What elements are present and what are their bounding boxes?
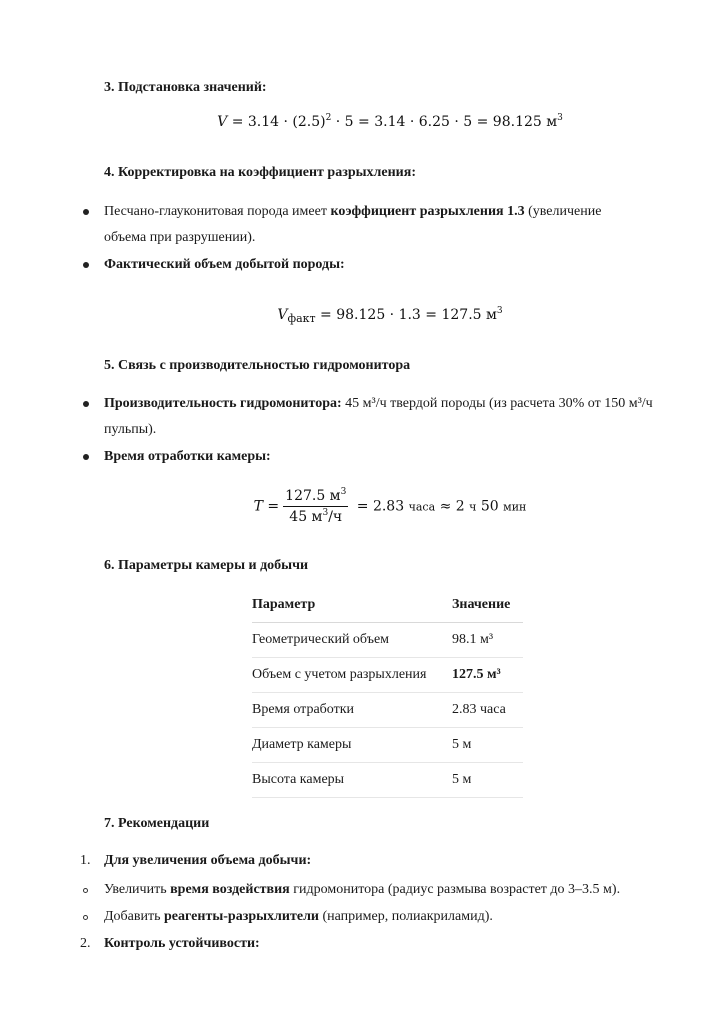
table-row bbox=[252, 693, 523, 728]
recommendation-time: Увеличить время воздействия гидромонитора (радиус размыва возрастет до 3–3.5 м). bbox=[104, 882, 621, 897]
table-cell: 5 м bbox=[452, 763, 523, 798]
table-header-parameter: Параметр bbox=[252, 588, 452, 623]
table-row bbox=[252, 658, 523, 693]
table-cell: Геометрический объем bbox=[252, 623, 452, 658]
productivity-text: Производительность гидромонитора: 45 м³/ч твердой породы (из расчета 30% от 150 м³/ч пульпы). bbox=[104, 396, 653, 437]
processing-time-formula: T = $\frac{127.5 м^3}{45 м^3/ч}$ = 2.83 часа ≈ 2 ч 50 мин bbox=[253, 487, 527, 525]
table-cell: 5 м bbox=[452, 728, 523, 763]
volume-formula: $V = 3.14 \cdot (2.5)^2 \cdot 5 = 3.14 \cdot 6.25 \cdot 5 = 98.125$ $м^3$ bbox=[217, 113, 563, 130]
section-7-heading: 7. Рекомендации bbox=[104, 816, 210, 831]
actual-volume-formula: $V_{факт} = 98.125 \cdot 1.3 = 127.5$ $м^3$ bbox=[277, 306, 503, 325]
table-row bbox=[252, 623, 523, 658]
table-cell: Объем с учетом разрыхления bbox=[252, 658, 452, 693]
loosening-coefficient-text: Песчано-глауконитовая порода имеет коэффициент разрыхления 1.3 (увеличение объема при разрушении). bbox=[104, 204, 602, 245]
list-number: 2. bbox=[80, 936, 91, 951]
table-header-row bbox=[252, 588, 523, 623]
table-cell: 2.83 часа bbox=[452, 693, 523, 728]
table-cell: 98.1 м³ bbox=[452, 623, 523, 658]
table-cell: Высота камеры bbox=[252, 763, 452, 798]
processing-time-label: Время отработки камеры: bbox=[104, 449, 271, 464]
table-cell: Диаметр камеры bbox=[252, 728, 452, 763]
actual-volume-label: Фактический объем добытой породы: bbox=[104, 257, 345, 272]
increase-volume-label: Для увеличения объема добычи: bbox=[104, 853, 312, 868]
circle-bullet-icon bbox=[83, 915, 88, 920]
bullet-icon bbox=[83, 401, 89, 407]
table-cell: Время отработки bbox=[252, 693, 452, 728]
bullet-icon bbox=[83, 262, 89, 268]
list-number: 1. bbox=[80, 853, 91, 868]
section-4-heading: 4. Корректировка на коэффициент разрыхления: bbox=[104, 165, 416, 180]
stability-control-label: Контроль устойчивости: bbox=[104, 936, 260, 951]
bullet-icon bbox=[83, 454, 89, 460]
section-6-heading: 6. Параметры камеры и добычи bbox=[104, 558, 309, 573]
circle-bullet-icon bbox=[83, 888, 88, 893]
section-3-heading: 3. Подстановка значений: bbox=[104, 80, 267, 95]
table-row bbox=[252, 763, 523, 798]
table-row bbox=[252, 728, 523, 763]
table-cell: 127.5 м³ bbox=[452, 658, 523, 693]
recommendation-reagents: Добавить реагенты-разрыхлители (например, полиакриламид). bbox=[104, 909, 493, 924]
section-5-heading: 5. Связь с производительностью гидромонитора bbox=[104, 358, 411, 373]
parameters-table bbox=[252, 588, 523, 798]
bullet-icon bbox=[83, 209, 89, 215]
table-header-value: Значение bbox=[452, 588, 523, 623]
